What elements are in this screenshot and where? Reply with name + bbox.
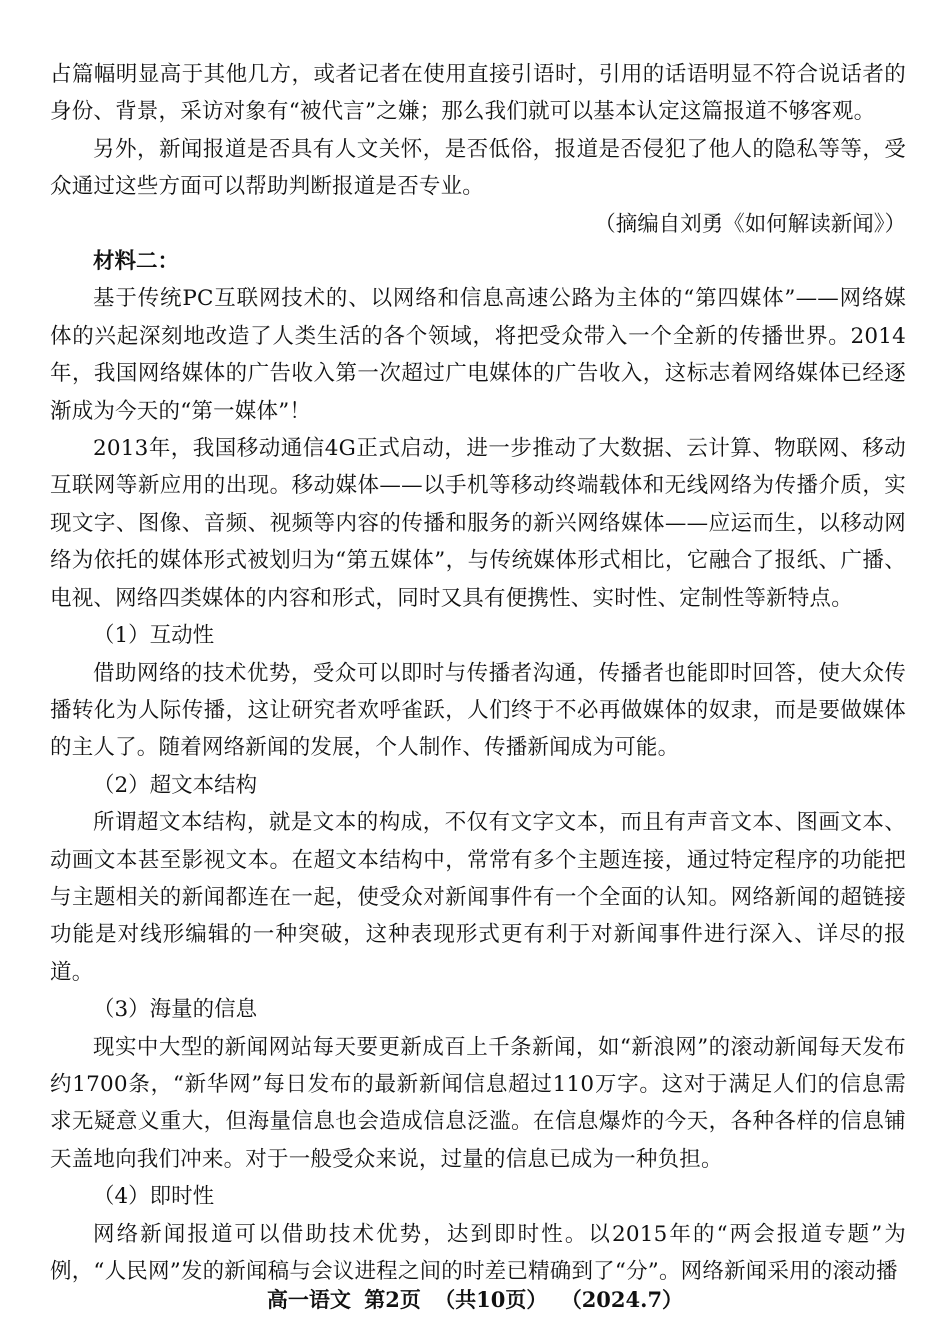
paragraph-massive-info: 现实中大型的新闻网站每天要更新成百上千条新闻，如“新浪网”的滚动新闻每天发布约1700条，“新华网”每日发布的最新新闻信息超过110万字。这对于满足人们的信息需求无疑意义重大，但海量信息也会造成信息泛滥。在信息爆炸的今天，各种各样的信息铺天盖地向我们冲来。对于一般受众来说，过量的信息已成为一种负担。 [50, 1034, 906, 1172]
page-footer: 高一语文 第2页 （共10页） （2024.7） [266, 1287, 684, 1312]
paragraph-continued: 占篇幅明显高于其他几方，或者记者在使用直接引语时，引用的话语明显不符合说话者的身份、背景，采访对象有“被代言”之嫌；那么我们就可以基本认定这篇报道不够客观。 [50, 62, 906, 125]
subheading-immediacy: （4）即时性 [93, 1184, 215, 1210]
paragraph-fifth-media: 2013年，我国移动通信4G正式启动，进一步推动了大数据、云计算、物联网、移动互联网等新应用的出现。移动媒体——以手机等移动终端载体和无线网络为传播介质，实现文字、图像、音频、视频等内容的传播和服务的新兴网络媒体——应运而生，以移动网络为依托的媒体形式被划归为“第五媒体”，与传统媒体形式相比，它融合了报纸、广播、电视、网络四类媒体的内容和形式，同时又具有便携性、实时性、定制性等新特点。 [50, 436, 906, 611]
paragraph-immediacy: 网络新闻报道可以借助技术优势，达到即时性。以2015年的“两会报道专题”为例，“人民网”发的新闻稿与会议进程之间的时差已精确到了“分”。网络新闻采用的滚动播 [50, 1221, 906, 1284]
material-two-heading: 材料二： [93, 249, 180, 275]
paragraph-interactivity: 借助网络的技术优势，受众可以即时与传播者沟通，传播者也能即时回答，使大众传播转化为人际传播，这让研究者欢呼雀跃，人们终于不必再做媒体的奴隶，而是要做媒体的主人了。随着网络新闻的发展，个人制作、传播新闻成为可能。 [50, 660, 906, 761]
subheading-hypertext: （2）超文本结构 [93, 772, 258, 798]
subheading-massive-info: （3）海量的信息 [93, 997, 258, 1023]
subheading-interactivity: （1）互动性 [93, 623, 215, 649]
paragraph-hypertext: 所谓超文本结构，就是文本的构成，不仅有文字文本，而且有声音文本、图画文本、动画文本甚至影视文本。在超文本结构中，常常有多个主题连接，通过特定程序的功能把与主题相关的新闻都连在一起，使受众对新闻事件有一个全面的认知。网络新闻的超链接功能是对线形编辑的一种突破，这种表现形式更有利于对新闻事件进行深入、详尽的报道。 [50, 810, 906, 985]
source-citation: （摘编自刘勇《如何解读新闻》） [594, 211, 906, 237]
paragraph-fourth-media: 基于传统PC互联网技术的、以网络和信息高速公路为主体的“第四媒体”——网络媒体的兴起深刻地改造了人类生活的各个领域，将把受众带入一个全新的传播世界。2014年，我国网络媒体的广告收入第一次超过广电媒体的广告收入，这标志着网络媒体已经逐渐成为今天的“第一媒体”！ [50, 286, 906, 424]
document-page [50, 56, 906, 1290]
paragraph-humanity: 另外，新闻报道是否具有人文关怀，是否低俗，报道是否侵犯了他人的隐私等等，受众通过这些方面可以帮助判断报道是否专业。 [50, 136, 906, 200]
